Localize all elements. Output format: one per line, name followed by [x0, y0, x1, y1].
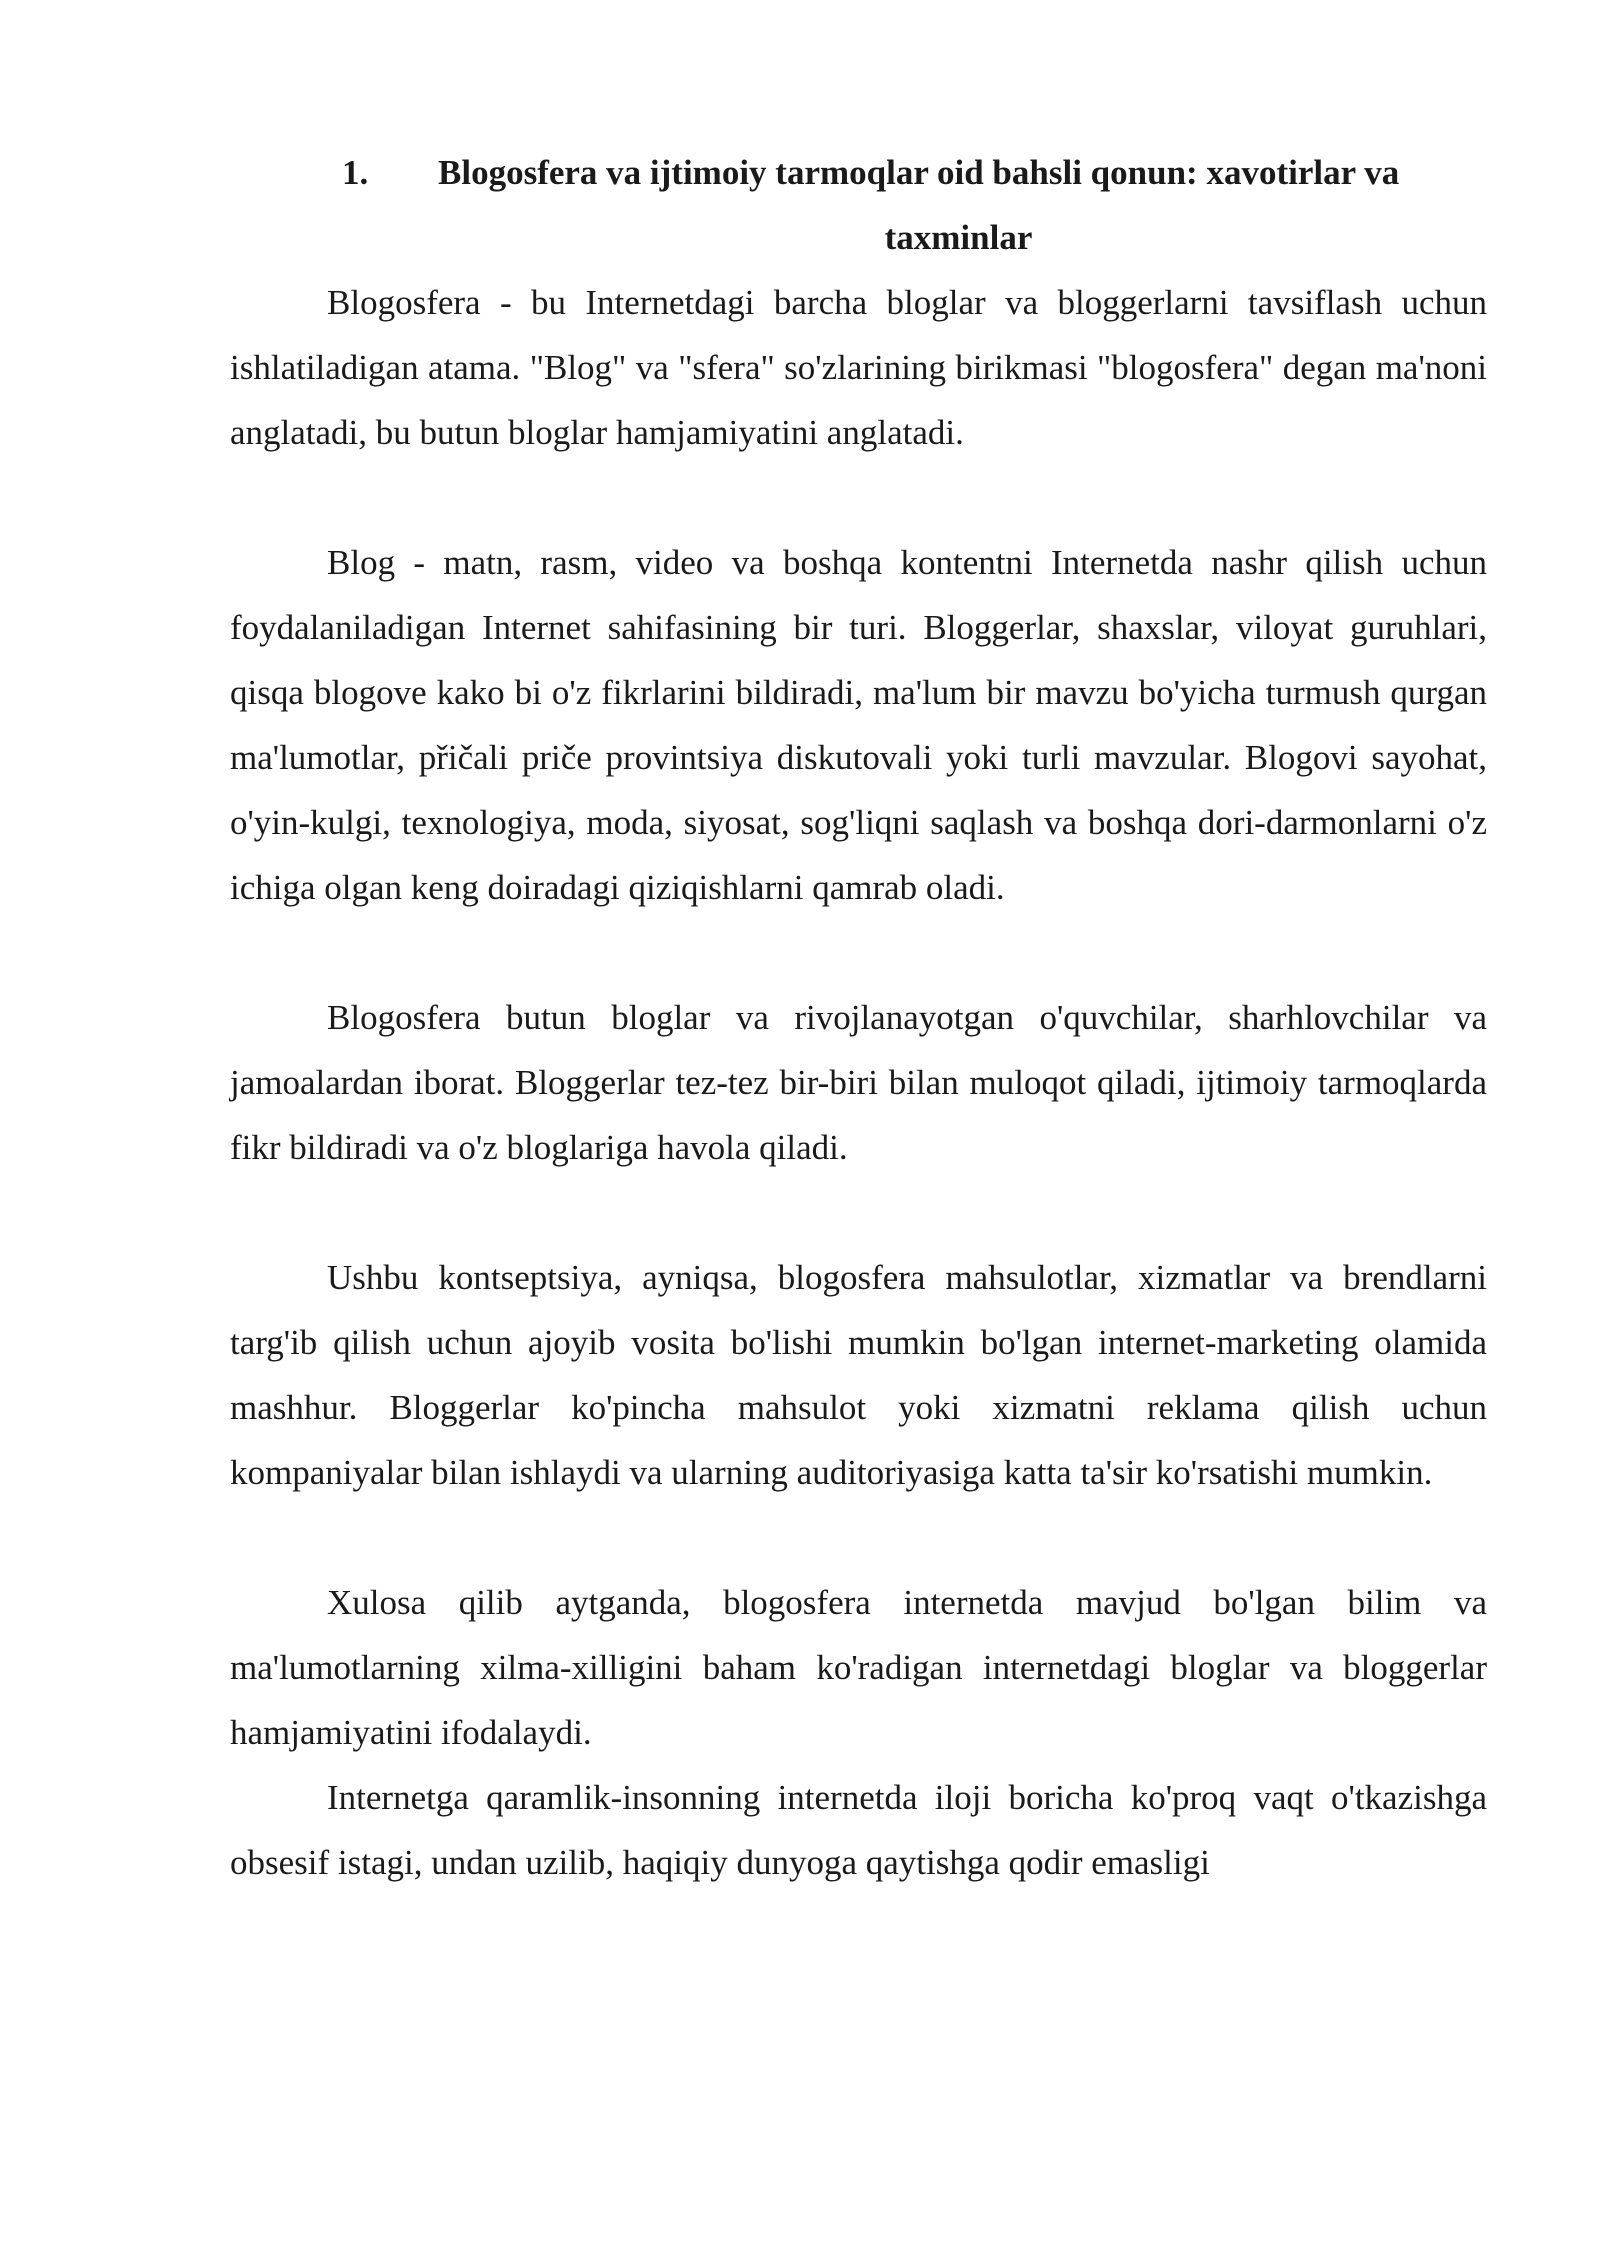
section-title-line1: Blogosfera va ijtimoiy tarmoqlar oid bahsli qonun: xavotirlar va [438, 153, 1400, 192]
paragraph-conclusion: Xulosa qilib aytganda, blogosfera internetda mavjud bo'lgan bilim va ma'lumotlarning xilma-xilligini baham ko'radigan internetdagi bloglar va bloggerlar hamjamiyatini ifodalaydi. [230, 1583, 1487, 1752]
section-number: 1. [342, 153, 369, 192]
paragraph-spacer [230, 1180, 1487, 1245]
paragraph-internet-addiction: Internetga qaramlik-insonning internetda iloji boricha ko'proq vaqt o'tkazishga obsesif istagi, undan uzilib, haqiqiy dunyoga qaytishga qodir emasligi [230, 1778, 1487, 1882]
paragraph-spacer [230, 1505, 1487, 1570]
paragraph-spacer [230, 465, 1487, 530]
section-title-line2: taxminlar [884, 218, 1033, 257]
paragraph-internet-marketing: Ushbu kontseptsiya, ayniqsa, blogosfera mahsulotlar, xizmatlar va brendlarni targ'ib qilish uchun ajoyib vosita bo'lishi mumkin bo'lgan internet-marketing olamida mashhur. Bloggerlar ko'pincha mahsulot yoki xizmatni reklama qilish uchun kompaniyalar bilan ishlaydi va ularning auditoriyasiga katta ta'sir ko'rsatishi mumkin. [230, 1258, 1487, 1492]
paragraph-spacer [230, 920, 1487, 985]
document-page [230, 140, 1487, 1895]
paragraph-blogosfera-definition: Blogosfera - bu Internetdagi barcha bloglar va bloggerlarni tavsiflash uchun ishlatiladigan atama. "Blog" va "sfera" so'zlarining birikmasi "blogosfera" degan ma'noni anglatadi, bu butun bloglar hamjamiyatini anglatadi. [230, 283, 1487, 452]
section-heading [230, 140, 1487, 205]
paragraph-blogosfera-community: Blogosfera butun bloglar va rivojlanayotgan o'quvchilar, sharhlovchilar va jamoalardan iborat. Bloggerlar tez-tez bir-biri bilan muloqot qiladi, ijtimoiy tarmoqlarda fikr bildiradi va o'z bloglariga havola qiladi. [230, 998, 1487, 1167]
paragraph-blog-definition: Blog - matn, rasm, video va boshqa kontentni Internetda nashr qilish uchun foydalaniladigan Internet sahifasining bir turi. Bloggerlar, shaxslar, viloyat guruhlari, qisqa blogove kako bi o'z fikrlarini bildiradi, ma'lum bir mavzu bo'yicha turmush qurgan ma'lumotlar, přičali priče provintsiya diskutovali yoki turli mavzular. Blogovi sayohat, o'yin-kulgi, texnologiya, moda, siyosat, sog'liqni saqlash va boshqa dori-darmonlarni o'z ichiga olgan keng doiradagi qiziqishlarni qamrab oladi. [230, 543, 1487, 907]
